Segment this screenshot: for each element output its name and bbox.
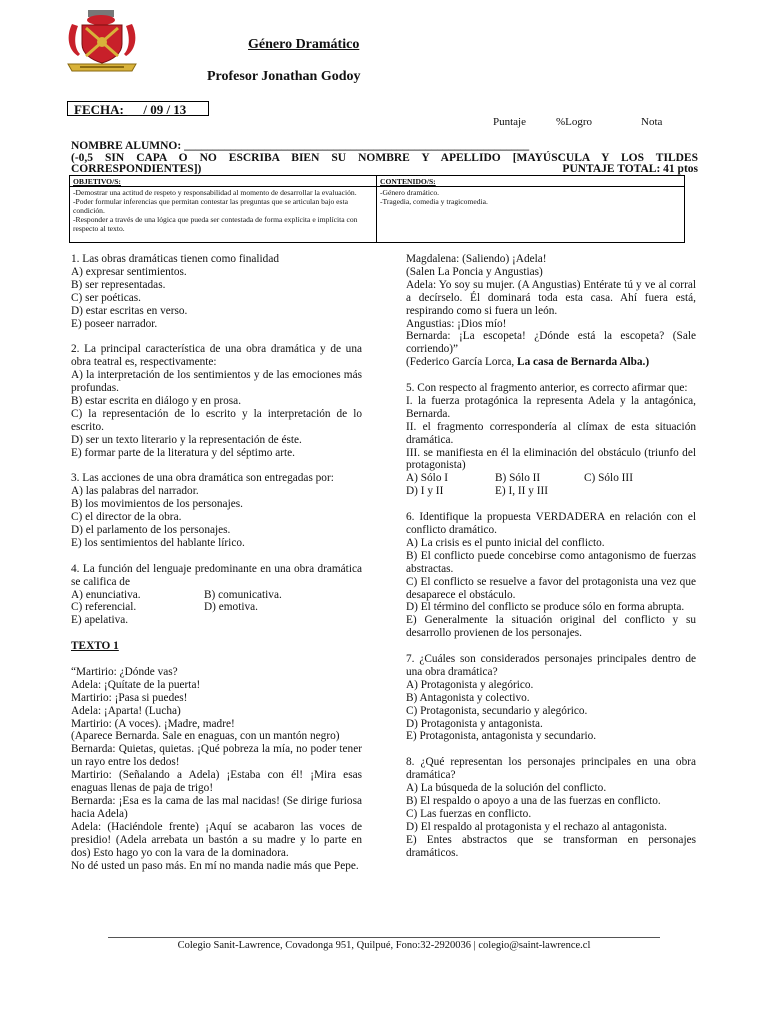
option: B) estar escrita en diálogo y en prosa. [71,394,242,407]
right-column [406,253,696,860]
date-field: FECHA: __ / 09 / 13 [67,101,209,116]
option: D) El respaldo al protagonista y el rechazo al antagonista. [406,820,667,833]
objectives-heading: OBJETIVO/S: [73,177,121,186]
option: C) la representación de lo escrito y la interpretación de lo escrito. [71,407,362,433]
question-7: 7. ¿Cuáles son considerados personajes principales dentro de una obra dramática? [406,653,696,678]
option: C) Sólo III [584,472,633,485]
option: C) referencial. [71,601,137,614]
option: D) El término del conflicto se produce sólo en forma abrupta. [406,601,685,614]
option: C) El conflicto se resuelve a favor del protagonista una vez que desaparece el obstáculo. [406,575,696,601]
option: A) La crisis es el punto inicial del conflicto. [406,536,605,549]
statement: II. el fragmento correspondería al clímax de esta situación dramática. [406,420,696,446]
question-3: 3. Las acciones de una obra dramática son entregadas por: [71,472,334,485]
citation-author: (Federico García Lorca, [406,356,518,369]
document-title: Género Dramático [248,37,360,52]
option-row [71,601,362,614]
option: A) la interpretación de los sentimientos y de las emociones más profundas. [71,369,362,395]
objectives-table [69,175,685,243]
professor-name: Profesor Jonathan Godoy [207,69,361,84]
option: E) los sentimientos del hablante lírico. [71,536,245,549]
contents-heading: CONTENIDO/S: [380,177,436,186]
option: A) Protagonista y alegórico. [406,678,534,691]
option: D) estar escritas en verso. [71,304,188,317]
name-instruction-cont: CORRESPONDIENTES]) [71,163,202,175]
dialogue-line: Adela: ¡Quítate de la puerta! [71,678,201,691]
score-label-logro: %Logro [556,116,593,128]
score-label-puntaje: Puntaje [493,116,526,128]
content-item: -Género dramático. [380,188,440,197]
option: D) emotiva. [204,601,258,614]
contents-column [377,176,684,242]
dialogue-line: Adela: (Haciéndole frente) ¡Aquí se acabaron las voces de presidio! (Adela arrebata un bastón a su madre y lo parte en dos) Esto hago yo con la vara de la dominadora. [71,820,362,859]
instruction-and-total [71,163,698,175]
dialogue-line: Bernarda: Quietas, quietas. ¡Qué pobreza la mía, no poder tener un rayo entre los dedos! [71,743,362,769]
name-instruction: (-0,5 SIN CAPA O NO ESCRIBA BIEN SU NOMBRE Y APELLIDO [MAYÚSCULA Y LOS TILDES [71,152,698,164]
option: E) Entes abstractos que se transforman en personajes dramáticos. [406,833,696,859]
dialogue-line: Martirio: (Señalando a Adela) ¡Estaba con él! ¡Mira esas enaguas llenas de paja de trigo! [71,769,362,795]
option: C) el director de la obra. [71,511,182,524]
dialogue-line: “Martirio: ¿Dónde vas? [71,665,178,678]
option: B) Antagonista y colectivo. [406,691,530,704]
question-1: 1. Las obras dramáticas tienen como finalidad [71,253,279,265]
student-name-line: NOMBRE ALUMNO: ____________________________________________________________ [71,140,530,152]
question-2: 2. La principal característica de una obra dramática y de una obra teatral es, respectivamente: [71,343,362,369]
dialogue-line: Bernarda: ¡Esa es la cama de las mal nacidas! (Se dirige furiosa hacia Adela) [71,794,362,820]
text-1-heading: TEXTO 1 [71,640,119,653]
dialogue-line: No dé usted un paso más. En mí no manda nadie más que Pepe. [71,859,359,872]
option: A) expresar sentimientos. [71,265,187,278]
option: A) La búsqueda de la solución del conflicto. [406,782,607,795]
option: E) Generalmente la situación original del conflicto y su desarrollo provienen de los personajes. [406,614,696,640]
option: C) ser poéticas. [71,291,141,304]
option: B) ser representadas. [71,278,166,291]
left-column [71,253,362,872]
option: D) I y II [406,485,444,498]
dialogue-line: Martirio: (A voces). ¡Madre, madre! [71,717,235,730]
dialogue-line: Martirio: ¡Pasa si puedes! [71,691,188,704]
dialogue-line: Adela: ¡Aparta! (Lucha) [71,704,181,717]
objective-item: -Poder formular inferencias que permitan contestar las preguntas que se articulan bajo esta condición. [73,197,348,215]
option-row [406,472,696,485]
option: D) Protagonista y antagonista. [406,717,543,730]
text-citation [406,356,696,369]
option: B) comunicativa. [204,588,282,601]
option: E) I, II y III [495,485,549,498]
dialogue-line: Adela: Yo soy su mujer. (A Angustias) Entérate tú y ve al corral a decírselo. Él dominará toda esta casa. Ahí fuera está, respirando como si fuera un león. [406,278,696,317]
option: B) Sólo II [495,472,541,485]
question-8: 8. ¿Qué representan los personajes principales en una obra dramática? [406,756,696,782]
dialogue-line: Angustias: ¡Dios mío! [406,317,507,330]
option: E) formar parte de la literatura y del séptimo arte. [71,446,295,459]
footer-divider [108,937,660,938]
total-score: PUNTAJE TOTAL: 41 ptos [562,163,698,175]
option-row [406,485,696,498]
statement: I. la fuerza protagónica la representa Adela y la antagónica, Bernarda. [406,394,696,420]
option: D) el parlamento de los personajes. [71,524,231,536]
objective-item: -Responder a través de una lógica que pueda ser contestada de forma explícita e implícita con respecto al texto. [73,215,358,233]
option: A) enunciativa. [71,588,141,601]
option: B) El respaldo o apoyo a una de las fuerzas en conflicto. [406,795,661,807]
score-label-nota: Nota [641,116,663,128]
footer-contact: Colegio Sanit-Lawrence, Covadonga 951, Quilpué, Fono:32-2920036 | colegio@saint-lawrence.cl [177,940,591,951]
dialogue-line: (Aparece Bernarda. Sale en enaguas, con un mantón negro) [71,730,340,743]
school-crest-logo [66,10,138,72]
question-5: 5. Con respecto al fragmento anterior, es correcto afirmar que: [406,382,688,395]
question-4: 4. La función del lenguaje predominante en una obra dramática se califica de [71,562,362,588]
option: D) ser un texto literario y la representación de éste. [71,433,302,446]
option: C) Protagonista, secundario y alegórico. [406,704,588,717]
option: E) poseer narrador. [71,317,158,330]
option: A) las palabras del narrador. [71,485,199,498]
statement: III. se manifiesta en él la eliminación del obstáculo (triunfo del protagonista) [406,446,696,472]
dialogue-line: Bernarda: ¡La escopeta! ¿Dónde está la escopeta? (Sale corriendo)” [406,330,696,356]
option: E) Protagonista, antagonista y secundario. [406,730,597,743]
option: B) El conflicto puede concebirse como antagonismo de fuerzas abstractas. [406,549,696,575]
content-item: -Tragedia, comedia y tragicomedia. [380,197,488,206]
option: E) apelativa. [71,614,129,627]
option-row [71,589,362,602]
dialogue-line: (Salen La Poncia y Angustias) [406,265,543,278]
option: A) Sólo I [406,472,449,485]
citation-work: La casa de Bernarda Alba.) [517,356,650,369]
option: B) los movimientos de los personajes. [71,498,243,511]
objectives-column [70,176,377,242]
question-6: 6. Identifique la propuesta VERDADERA en relación con el conflicto dramático. [406,511,696,536]
objective-item: -Demostrar una actitud de respeto y responsabilidad al momento de desarrollar la evaluación. [73,188,357,197]
dialogue-line: Magdalena: (Saliendo) ¡Adela! [406,253,547,265]
option: C) Las fuerzas en conflicto. [406,807,532,820]
